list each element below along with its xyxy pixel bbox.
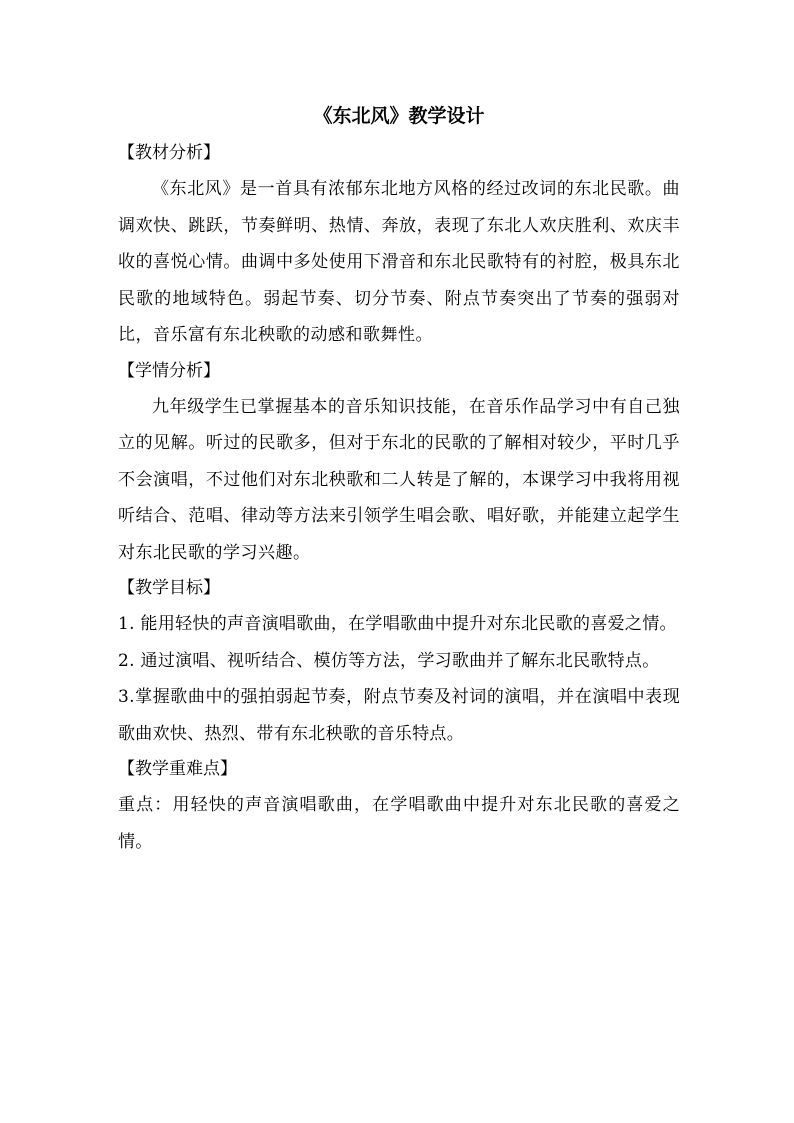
key-point-paragraph: 重点：用轻快的声音演唱歌曲，在学唱歌曲中提升对东北民歌的喜爱之情。 xyxy=(118,795,680,852)
material-analysis-paragraph: 《东北风》是一首具有浓郁东北地方风格的经过改词的东北民歌。曲调欢快、跳跃，节奏鲜明、热情、奔放，表现了东北人欢庆胜利、欢庆丰收的喜悦心情。曲调中多处使用下滑音和东北民歌特有的衬腔，极具东北民歌的地域特色。弱起节奏、切分节奏、附点节奏突出了节奏的强弱对比，音乐富有东北秧歌的动感和歌舞性。 xyxy=(118,179,680,345)
section-heading-students: 【学情分析】 xyxy=(118,360,220,381)
section-heading-goals: 【教学目标】 xyxy=(118,578,220,598)
student-analysis-paragraph: 九年级学生已掌握基本的音乐知识技能，在音乐作品学习中有自己独立的见解。听过的民歌多，但对于东北的民歌的了解相对较少，平时几乎不会演唱，不过他们对东北秧歌和二人转是了解的，本课学习中我将用视听结合、范唱、律动等方法来引领学生唱会歌、唱好歌，并能建立起学生对东北民歌的学习兴趣。 xyxy=(118,396,680,563)
document-page xyxy=(118,102,680,860)
section-heading-material: 【教材分析】 xyxy=(118,143,220,163)
goal-item-1: 1. 能用轻快的声音演唱歌曲，在学唱歌曲中提升对东北民歌的喜爱之情。 xyxy=(118,614,677,634)
section-heading-key-points: 【教学重难点】 xyxy=(118,759,237,779)
goal-item-2: 2. 通过演唱、视听结合、模仿等方法，学习歌曲并了解东北民歌特点。 xyxy=(118,650,660,671)
goal-item-3: 3.掌握歌曲中的强拍弱起节奏，附点节奏及衬词的演唱，并在演唱中表现歌曲欢快、热烈、带有东北秧歌的音乐特点。 xyxy=(118,687,680,744)
document-title: 《东北风》教学设计 xyxy=(313,105,485,127)
